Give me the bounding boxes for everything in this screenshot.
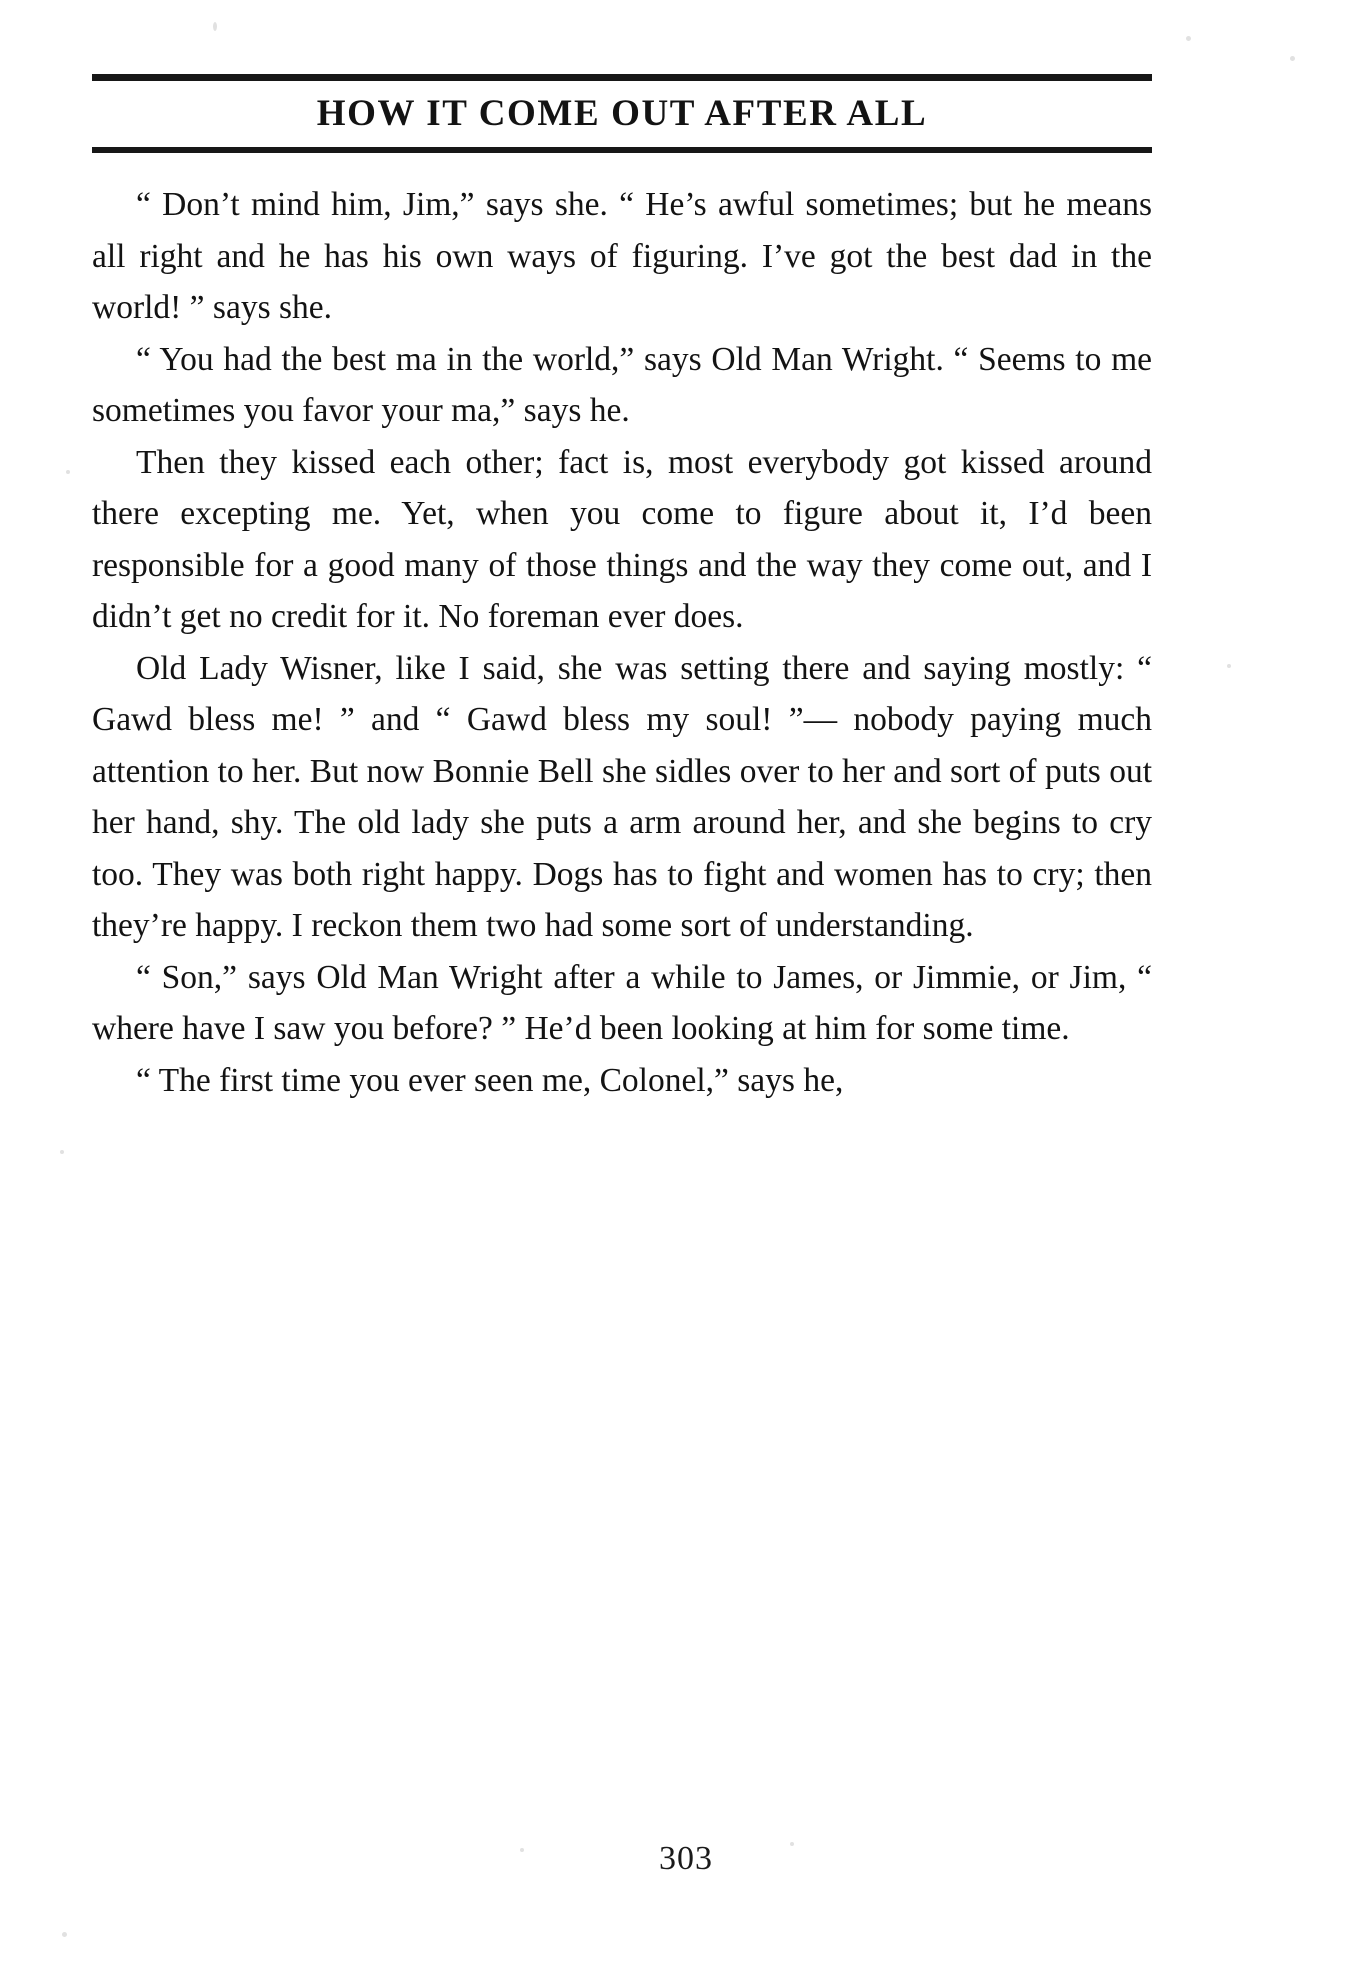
paper-speck xyxy=(213,22,217,31)
paragraph: “ You had the best ma in the world,” says Old Man Wright. “ Seems to me sometimes you favor your ma,” says he. xyxy=(92,340,1152,429)
paper-speck xyxy=(66,470,70,474)
page-content xyxy=(92,74,1152,1106)
paragraph: “ Don’t mind him, Jim,” says she. “ He’s awful sometimes; but he means all right and he has his own ways of figuring. I’ve got the best dad in the world! ” says she. xyxy=(92,186,1152,326)
body-text xyxy=(92,179,1152,1106)
paragraph: Then they kissed each other; fact is, most everybody got kissed around there excepting me. Yet, when you come to figure about it, I’d been responsible for a good many of those things and the way they come out, and I didn’t get no credit for it. No foreman ever does. xyxy=(92,443,1152,635)
page-number: 303 xyxy=(659,1840,713,1877)
paper-speck xyxy=(62,1932,67,1937)
header-rule-bottom xyxy=(92,147,1152,153)
header-rule-top xyxy=(92,74,1152,81)
running-head: HOW IT COME OUT AFTER ALL xyxy=(316,93,928,134)
paragraph: “ Son,” says Old Man Wright after a while to James, or Jimmie, or Jim, “ where have I saw you before? ” He’d been looking at him for some time. xyxy=(92,958,1152,1047)
header-rule-group xyxy=(92,74,1152,153)
paper-speck xyxy=(1290,56,1295,61)
paragraph: Old Lady Wisner, like I said, she was setting there and saying mostly: “ Gawd bless me! ” and “ Gawd bless my soul! ”— nobody paying much attention to her. But now Bonnie Bell she sidles over to her and sort of puts out her hand, shy. The old lady she puts a arm around her, and she begins to cry too. They was both right happy. Dogs has to fight and women has to cry; then they’re happy. I reckon them two had some sort of understanding. xyxy=(92,649,1152,944)
paper-speck xyxy=(1227,664,1231,668)
paper-speck xyxy=(60,1150,64,1154)
paragraph: “ The first time you ever seen me, Colonel,” says he, xyxy=(136,1061,844,1099)
paper-speck xyxy=(1186,36,1191,41)
